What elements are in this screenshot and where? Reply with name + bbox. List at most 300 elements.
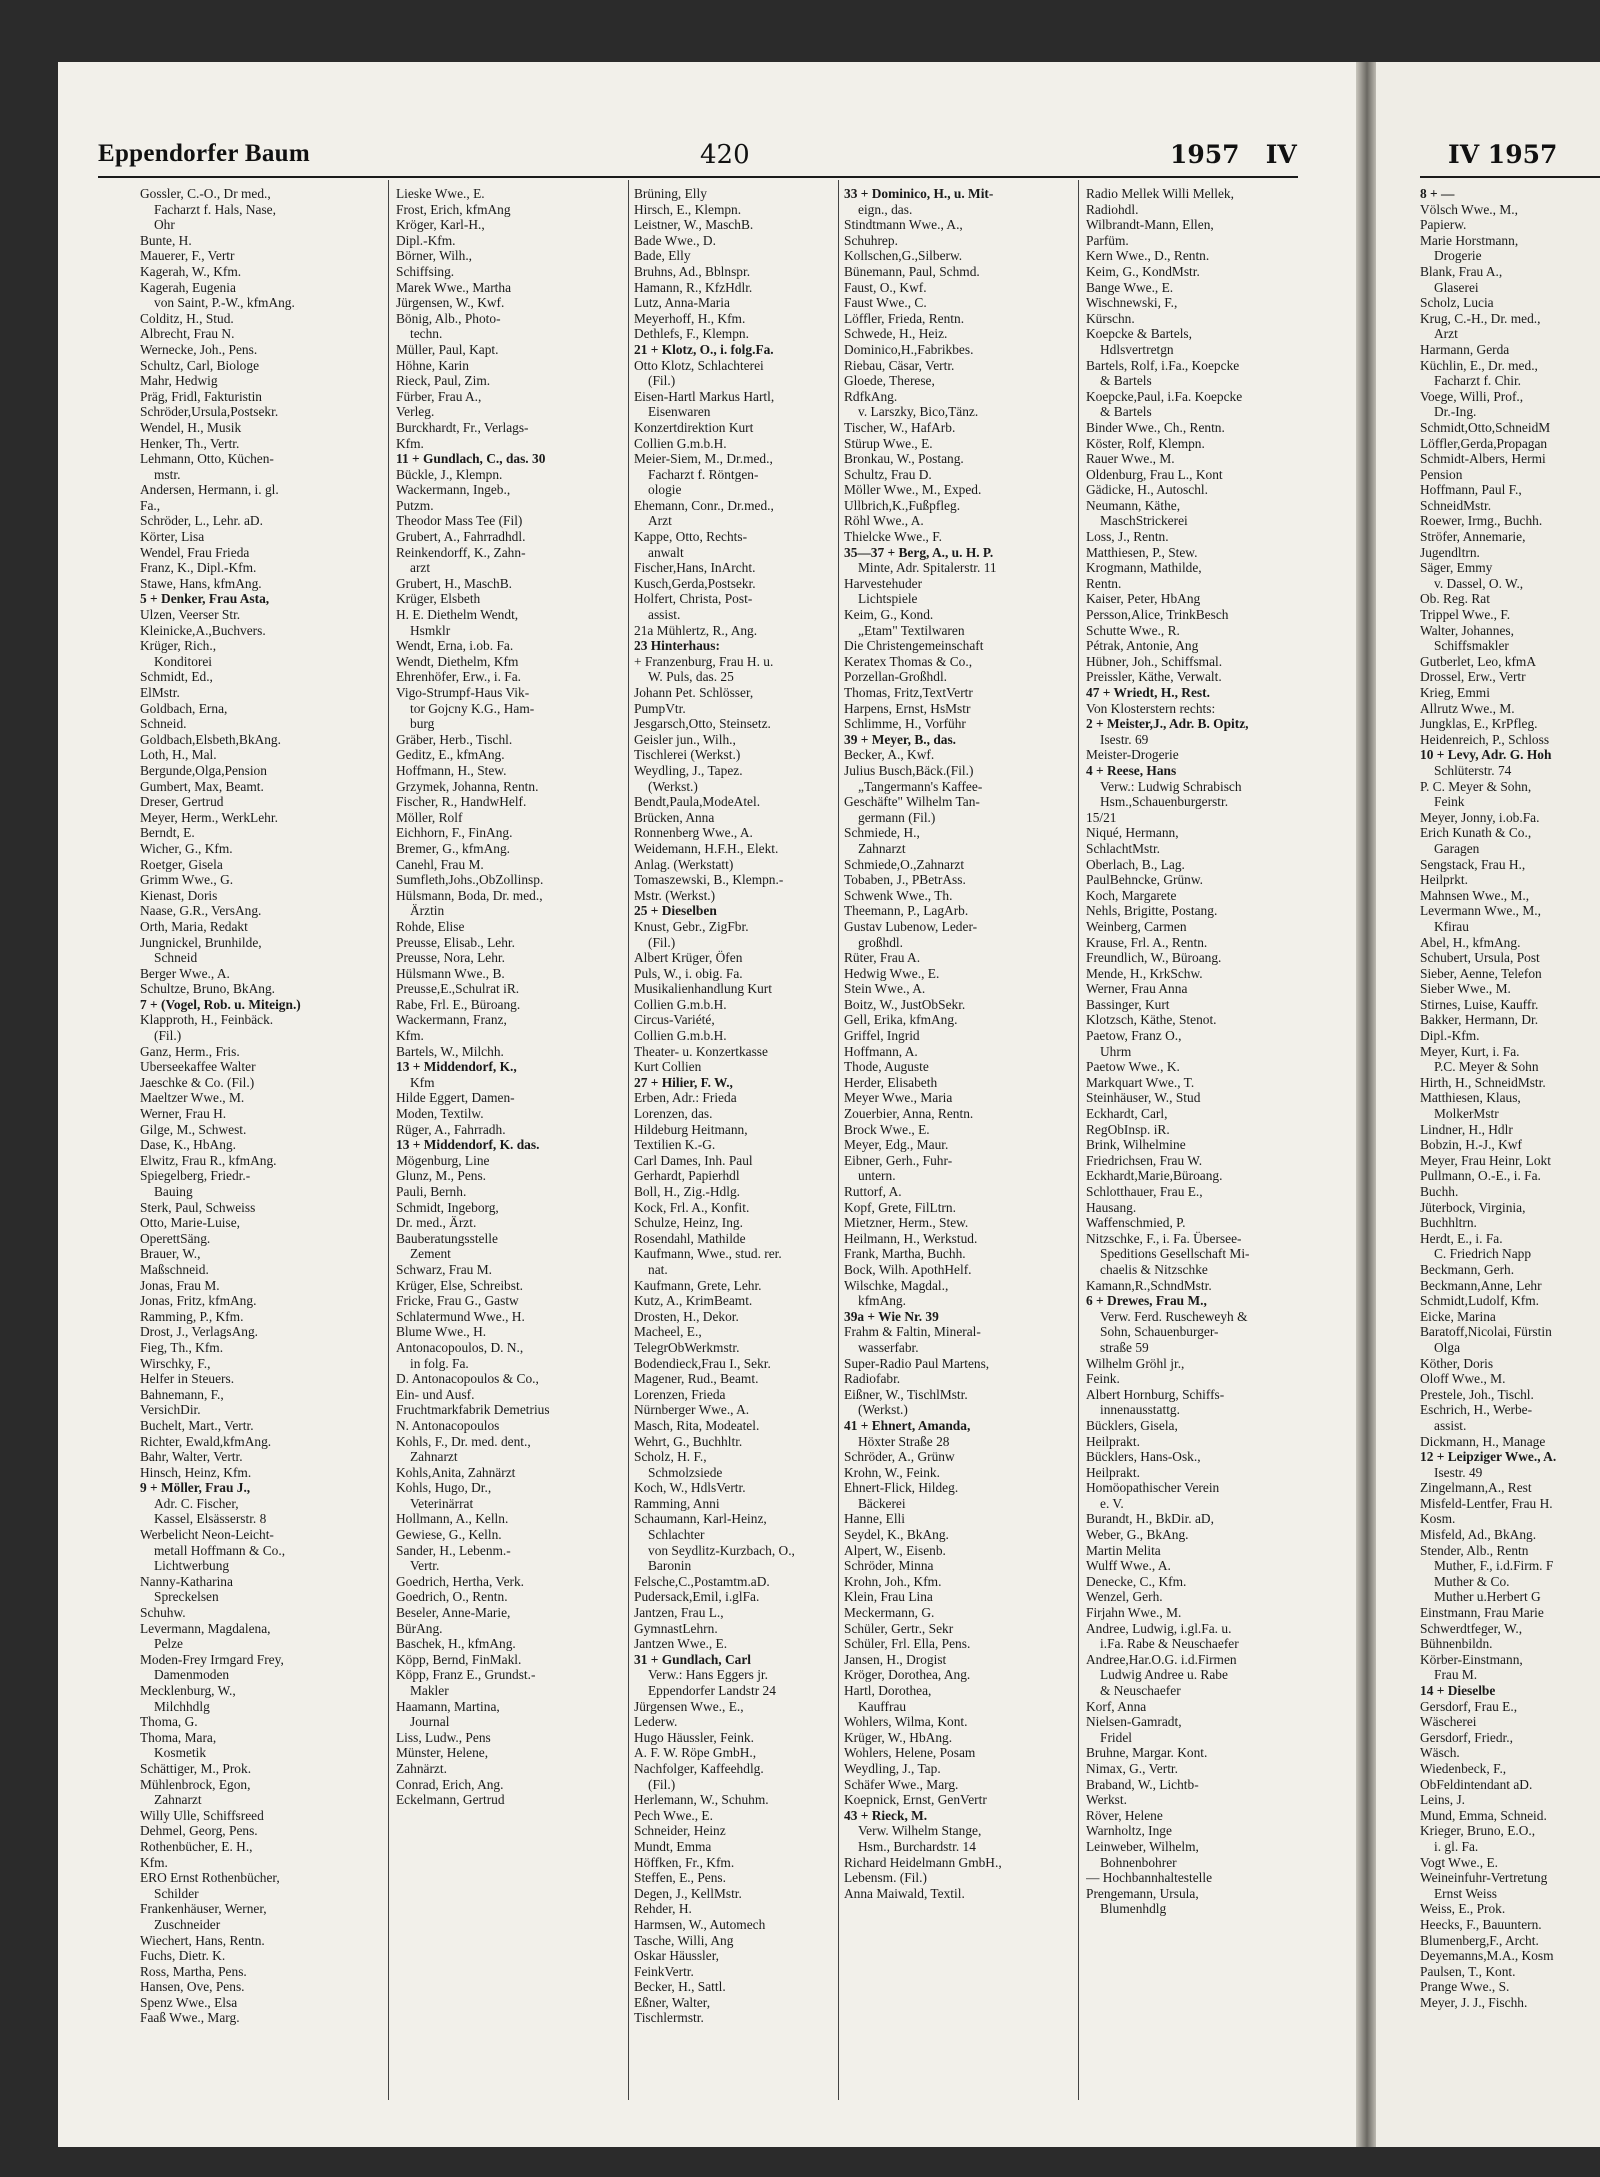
directory-entry: Hamann, R., KfzHdlr. bbox=[634, 279, 753, 295]
directory-entry: Degen, J., KellMstr. bbox=[634, 1885, 742, 1901]
directory-entry: Wehrt, G., Buchhltr. bbox=[634, 1433, 743, 1449]
directory-entry: Blumenberg,F., Archt. bbox=[1420, 1932, 1539, 1948]
directory-entry: Scholz, Lucia bbox=[1420, 295, 1494, 311]
directory-entry: Pension bbox=[1420, 466, 1463, 482]
directory-entry: & Bartels bbox=[1100, 373, 1152, 389]
directory-entry: Kleinicke,A.,Buchvers. bbox=[140, 622, 266, 638]
directory-entry: (Werkst.) bbox=[858, 1402, 908, 1418]
directory-entry: Jürgensen Wwe., E., bbox=[634, 1698, 744, 1714]
directory-entry: Lorenzen, das. bbox=[634, 1106, 713, 1122]
directory-entry: Johann Pet. Schlösser, bbox=[634, 685, 754, 700]
directory-entry: Collien G.m.b.H. bbox=[634, 996, 727, 1012]
directory-entry: Wackermann, Franz, bbox=[396, 1012, 507, 1028]
directory-entry: Höxter Straße 28 bbox=[858, 1433, 950, 1449]
directory-entry: Radio Mellek Willi Mellek, bbox=[1086, 186, 1234, 201]
directory-entry: Hsm.,Schauenburgerstr. bbox=[1100, 794, 1229, 810]
directory-entry: Meier-Siem, M., Dr.med., bbox=[634, 451, 773, 467]
directory-entry: Lindner, H., Hdlr bbox=[1420, 1121, 1513, 1137]
directory-entry: Röhl Wwe., A. bbox=[844, 513, 924, 529]
directory-entry: Müller, Paul, Kapt. bbox=[396, 341, 499, 357]
directory-entry: Ohr bbox=[154, 217, 175, 233]
directory-entry: Radiofabr. bbox=[844, 1371, 901, 1387]
directory-entry: 11 + Gundlach, C., das. 30 bbox=[396, 451, 546, 467]
directory-entry: VersichDir. bbox=[140, 1402, 201, 1418]
directory-entry: Pech Wwe., E. bbox=[634, 1807, 713, 1823]
directory-entry: Eckelmann, Gertrud bbox=[396, 1792, 505, 1808]
directory-entry: Präg, Fridl, Fakturistin bbox=[140, 388, 263, 404]
directory-entry: 23 Hinterhaus: bbox=[634, 638, 720, 654]
directory-entry: e. V. bbox=[1100, 1495, 1124, 1511]
directory-entry: Eisenwaren bbox=[648, 404, 711, 420]
directory-entry: Rehder, H. bbox=[634, 1901, 692, 1917]
directory-entry: Haamann, Martina, bbox=[396, 1698, 500, 1714]
directory-entry: Paetow, Franz O., bbox=[1086, 1028, 1182, 1044]
directory-entry: Klein, Frau Lina bbox=[844, 1589, 933, 1605]
directory-entry: Kohls, F., Dr. med. dent., bbox=[396, 1433, 531, 1449]
directory-entry: Knust, Gebr., ZigFbr. bbox=[634, 918, 749, 934]
directory-entry: Blume Wwe., H. bbox=[396, 1324, 487, 1340]
directory-entry: Krieg, Emmi bbox=[1420, 685, 1490, 700]
directory-entry: Dr.-Ing. bbox=[1434, 404, 1477, 420]
directory-entry: Hausang. bbox=[1086, 1199, 1137, 1215]
directory-entry: Nielsen-Gamradt, bbox=[1086, 1714, 1182, 1730]
directory-entry: Feink bbox=[1434, 794, 1465, 810]
directory-entry: Isestr. 69 bbox=[1100, 731, 1149, 747]
directory-entry: Homöopathischer Verein bbox=[1086, 1480, 1220, 1496]
directory-entry: Verw. Ferd. Ruscheweyh & bbox=[1100, 1308, 1248, 1324]
directory-entry: Verleg. bbox=[396, 404, 435, 420]
directory-entry: Koepcke,Paul, i.Fa. Koepcke bbox=[1086, 388, 1243, 404]
directory-entry: Werner, Frau Anna bbox=[1086, 981, 1188, 997]
directory-entry: Fieg, Th., Kfm. bbox=[140, 1339, 224, 1355]
directory-entry: Olga bbox=[1434, 1339, 1461, 1355]
directory-entry: Fischer,Hans, InArcht. bbox=[634, 560, 756, 576]
directory-entry: v. Dassel, O. W., bbox=[1434, 575, 1524, 591]
directory-entry: Gloede, Therese, bbox=[844, 373, 935, 389]
directory-entry: Korf, Anna bbox=[1086, 1698, 1147, 1714]
directory-entry: Kfm. bbox=[396, 435, 424, 451]
directory-entry: Sohn, Schauenburger- bbox=[1100, 1324, 1219, 1340]
directory-entry: Thoma, Mara, bbox=[140, 1729, 217, 1745]
directory-entry: H. E. Diethelm Wendt, bbox=[396, 607, 519, 623]
directory-entry: Keim, G., Kond. bbox=[844, 607, 934, 623]
directory-entry: Voege, Willi, Prof., bbox=[1420, 388, 1524, 404]
directory-entry: Masch, Rita, Modeatel. bbox=[634, 1417, 760, 1433]
directory-entry: Buchh. bbox=[1420, 1184, 1459, 1199]
directory-entry: Otto, Marie-Luise, bbox=[140, 1215, 241, 1231]
directory-entry: Otto Klotz, Schlachterei bbox=[634, 357, 764, 373]
directory-entry: Textilien K.-G. bbox=[634, 1137, 716, 1153]
street-header: Eppendorfer Baum bbox=[98, 140, 311, 167]
directory-entry: arzt bbox=[410, 560, 431, 576]
directory-entry: Hoffmann, Paul F., bbox=[1420, 482, 1522, 498]
directory-entry: Hinsch, Heinz, Kfm. bbox=[140, 1464, 252, 1480]
directory-entry: Martin Melita bbox=[1086, 1542, 1161, 1558]
directory-entry: Gell, Erika, kfmAng. bbox=[844, 1012, 958, 1028]
directory-entry: Radiohdl. bbox=[1086, 201, 1139, 217]
directory-entry: Kollschen,G.,Silberw. bbox=[844, 248, 963, 264]
directory-entry: Franz, K., Dipl.-Kfm. bbox=[140, 560, 257, 576]
directory-entry: Kauffrau bbox=[858, 1698, 907, 1714]
directory-entry: Zuschneider bbox=[154, 1916, 221, 1932]
directory-entry: Bruhne, Margar. Kont. bbox=[1086, 1745, 1208, 1761]
directory-entry: Löffler, Frieda, Rentn. bbox=[844, 310, 965, 326]
directory-entry: Köster, Rolf, Klempn. bbox=[1086, 435, 1205, 451]
directory-entry: 5 + Denker, Frau Asta, bbox=[140, 591, 270, 607]
directory-entry: Kröger, Karl-H., bbox=[396, 217, 485, 233]
book-spine bbox=[1356, 62, 1378, 2147]
directory-entry: 39a + Wie Nr. 39 bbox=[844, 1308, 939, 1324]
directory-entry: Klapproth, H., Feinbäck. bbox=[140, 1012, 274, 1028]
directory-entry: Heilprakt. bbox=[1086, 1464, 1140, 1480]
directory-entry: Wilbrandt-Mann, Ellen, bbox=[1086, 217, 1214, 233]
directory-entry: Von Klosterstern rechts: bbox=[1086, 700, 1216, 716]
directory-entry: Stirnes, Luise, Kauffr. bbox=[1420, 996, 1539, 1012]
directory-entry: 15/21 bbox=[1086, 809, 1117, 825]
directory-entry: Sieber Wwe., M. bbox=[1420, 981, 1511, 997]
directory-entry: Wicher, G., Kfm. bbox=[140, 840, 233, 856]
directory-entry: Grimm Wwe., G. bbox=[140, 872, 234, 888]
directory-entry: — Hochbannhaltestelle bbox=[1086, 1870, 1213, 1886]
directory-entry: Bartels, Rolf, i.Fa., Koepcke bbox=[1086, 357, 1240, 373]
directory-entry: Bergunde,Olga,Pension bbox=[140, 762, 267, 778]
directory-entry: SchlachtMstr. bbox=[1086, 840, 1161, 856]
directory-entry: PumpVtr. bbox=[634, 700, 686, 716]
directory-entry: 4 + Reese, Hans bbox=[1086, 762, 1177, 778]
directory-entry: Keratex Thomas & Co., bbox=[844, 653, 973, 669]
directory-entry: Goldbach, Erna, bbox=[140, 700, 228, 716]
directory-entry: Muther & Co. bbox=[1434, 1573, 1510, 1589]
directory-entry: Wendt, Erna, i.ob. Fa. bbox=[396, 638, 514, 654]
directory-entry: Tomaszewski, B., Klempn.- bbox=[634, 872, 784, 888]
directory-entry: Kaufmann, Wwe., stud. rer. bbox=[634, 1246, 782, 1262]
directory-entry: Schlüterstr. 74 bbox=[1434, 762, 1512, 778]
directory-entry: Kürschn. bbox=[1086, 310, 1135, 326]
directory-entry: Ein- und Ausf. bbox=[396, 1386, 475, 1402]
directory-entry: Goedrich, Hertha, Verk. bbox=[396, 1573, 525, 1589]
directory-entry: Körter, Lisa bbox=[140, 529, 205, 545]
directory-entry: Trippel Wwe., F. bbox=[1420, 607, 1511, 623]
directory-entry: ElMstr. bbox=[140, 685, 180, 700]
directory-entry: anwalt bbox=[648, 544, 684, 560]
directory-entry: Mundt, Emma bbox=[634, 1838, 712, 1854]
directory-entry: Keim, G., KondMstr. bbox=[1086, 263, 1200, 279]
directory-entry: Ganz, Herm., Fris. bbox=[140, 1043, 240, 1059]
directory-entry: Kock, Frl. A., Konfit. bbox=[634, 1199, 750, 1215]
directory-entry: Rüger, A., Fahrradh. bbox=[396, 1121, 506, 1137]
directory-entry: GymnastLehrn. bbox=[634, 1620, 718, 1636]
directory-entry: (Fil.) bbox=[648, 1776, 676, 1792]
directory-entry: Bade, Elly bbox=[634, 248, 691, 264]
directory-entry: Schuhw. bbox=[140, 1605, 186, 1621]
directory-entry: ERO Ernst Rothenbücher, bbox=[140, 1870, 280, 1886]
directory-entry: Anna Maiwald, Textil. bbox=[844, 1885, 965, 1901]
column-divider bbox=[1078, 180, 1079, 2100]
directory-entry: Richard Heidelmann GmbH., bbox=[844, 1854, 1002, 1870]
directory-entry: Faust, O., Kwf. bbox=[844, 279, 927, 295]
directory-entry: 39 + Meyer, B., das. bbox=[844, 731, 957, 747]
directory-entry: Baratoff,Nicolai, Fürstin bbox=[1420, 1324, 1552, 1340]
directory-entry: Harvestehuder bbox=[844, 575, 923, 591]
directory-entry: Pauli, Bernh. bbox=[396, 1184, 467, 1199]
directory-entry: Freundlich, W., Büroang. bbox=[1086, 950, 1222, 966]
directory-entry: Isestr. 49 bbox=[1434, 1464, 1483, 1480]
directory-entry: v. Larszky, Bico,Tänz. bbox=[858, 404, 979, 420]
directory-entry: Jantzen Wwe., E. bbox=[634, 1636, 728, 1652]
directory-entry: Krüger, W., HbAng. bbox=[844, 1729, 953, 1745]
directory-entry: Loth, H., Mal. bbox=[140, 747, 217, 763]
directory-entry: Ramming, P., Kfm. bbox=[140, 1308, 244, 1324]
directory-entry: Richter, Ewald,kfmAng. bbox=[140, 1433, 272, 1449]
directory-entry: Andree, Ludwig, i.gl.Fa. u. bbox=[1086, 1620, 1232, 1636]
directory-entry: Lichtspiele bbox=[858, 591, 918, 607]
right-header-rule bbox=[1420, 176, 1600, 178]
directory-entry: Schättiger, M., Prok. bbox=[140, 1760, 252, 1776]
year-header bbox=[1170, 140, 1297, 176]
directory-entry: Kfm. bbox=[396, 1028, 424, 1044]
directory-entry: Kern Wwe., D., Rentn. bbox=[1086, 248, 1210, 264]
directory-entry: Wiechert, Hans, Rentn. bbox=[140, 1932, 265, 1948]
directory-entry: OperettSäng. bbox=[140, 1230, 211, 1246]
directory-entry: 31 + Gundlach, Carl bbox=[634, 1651, 752, 1667]
directory-entry: 6 + Drewes, Frau M., bbox=[1086, 1293, 1207, 1309]
directory-entry: Geditz, E., kfmAng. bbox=[396, 747, 505, 763]
directory-entry: Krohn, Joh., Kfm. bbox=[844, 1573, 942, 1589]
directory-entry: 21a Mühlertz, R., Ang. bbox=[634, 622, 758, 638]
directory-entry: Fridel bbox=[1100, 1729, 1132, 1745]
right-page-column bbox=[1420, 186, 1595, 2010]
directory-entry: Erben, Adr.: Frieda bbox=[634, 1090, 737, 1106]
directory-entry: untern. bbox=[858, 1168, 896, 1184]
directory-entry: Meyer, Kurt, i. Fa. bbox=[1420, 1043, 1520, 1059]
directory-entry: Kfm. bbox=[140, 1854, 168, 1870]
directory-entry: Eppendorfer Landstr 24 bbox=[648, 1683, 776, 1698]
directory-entry: Gädicke, H., Autoschl. bbox=[1086, 482, 1208, 498]
directory-entry: Köpp, Franz E., Grundst.- bbox=[396, 1667, 536, 1683]
directory-entry: Persson,Alice, TrinkBesch bbox=[1086, 607, 1229, 623]
directory-entry: Ströfer, Annemarie, bbox=[1420, 529, 1526, 545]
directory-entry: Kohls, Hugo, Dr., bbox=[396, 1480, 492, 1496]
directory-entry: Möller Wwe., M., Exped. bbox=[844, 482, 982, 498]
directory-entry: „Tangermann's Kaffee- bbox=[858, 778, 983, 794]
directory-entry: Zement bbox=[410, 1246, 451, 1262]
directory-entry: Andree,Har.O.G. i.d.Firmen bbox=[1086, 1651, 1237, 1667]
directory-entry: Jungnickel, Brunhilde, bbox=[140, 934, 262, 950]
directory-entry: Liss, Ludw., Pens bbox=[396, 1729, 491, 1745]
directory-entry: Bücklers, Gisela, bbox=[1086, 1417, 1178, 1433]
directory-entry: Krohn, W., Feink. bbox=[844, 1464, 940, 1480]
directory-entry: Schröder, A., Grünw bbox=[844, 1449, 955, 1465]
directory-entry: von Saint, P.-W., kfmAng. bbox=[154, 295, 295, 311]
directory-entry: 21 + Klotz, O., i. folg.Fa. bbox=[634, 341, 774, 357]
directory-entry: Bahnemann, F., bbox=[140, 1386, 224, 1402]
directory-entry: Jüterbock, Virginia, bbox=[1420, 1199, 1526, 1215]
directory-entry: Bendt,Paula,ModeAtel. bbox=[634, 794, 761, 810]
column-divider bbox=[838, 180, 839, 2100]
directory-entry: eign., das. bbox=[858, 201, 913, 217]
directory-entry: Preissler, Käthe, Verwalt. bbox=[1086, 669, 1222, 685]
directory-entry: Kagerah, W., Kfm. bbox=[140, 263, 242, 279]
directory-entry: Bodendieck,Frau I., Sekr. bbox=[634, 1355, 771, 1371]
directory-entry: Theemann, P., LagArb. bbox=[844, 903, 969, 919]
directory-entry: Zahnarzt bbox=[410, 1449, 458, 1465]
directory-entry: Höhne, Karin bbox=[396, 357, 469, 373]
directory-entry: Hoffmann, A. bbox=[844, 1043, 918, 1059]
directory-entry: Nachfolger, Kaffeehdlg. bbox=[634, 1760, 764, 1776]
right-page-header: IV 1957 bbox=[1448, 140, 1558, 169]
directory-entry: 25 + Dieselben bbox=[634, 903, 717, 919]
directory-entry: i.Fa. Rabe & Neuschaefer bbox=[1100, 1636, 1239, 1652]
directory-entry: Jesgarsch,Otto, Steinsetz. bbox=[634, 716, 771, 732]
directory-entry: Gräber, Herb., Tischl. bbox=[396, 731, 513, 747]
directory-entry: Oberlach, B., Lag. bbox=[1086, 856, 1185, 872]
directory-entry: Rohde, Elise bbox=[396, 918, 465, 934]
directory-entry: MolkerMstr bbox=[1434, 1106, 1499, 1122]
directory-entry: Hülsmann Wwe., B. bbox=[396, 965, 505, 981]
directory-entry: Maßschneid. bbox=[140, 1261, 209, 1277]
directory-entry: Moden-Frey Irmgard Frey, bbox=[140, 1651, 284, 1667]
directory-entry: Krause, Frl. A., Rentn. bbox=[1086, 934, 1208, 950]
directory-entry: Berndt, E. bbox=[140, 825, 195, 841]
directory-entry: Mund, Emma, Schneid. bbox=[1420, 1807, 1547, 1823]
directory-entry: 35—37 + Berg, A., u. H. P. bbox=[844, 544, 994, 560]
directory-entry: Speditions Gesellschaft Mi- bbox=[1100, 1246, 1250, 1262]
directory-entry: Feink. bbox=[1086, 1371, 1120, 1387]
directory-entry: Fürber, Frau A., bbox=[396, 388, 482, 404]
directory-entry: Grubert, A., Fahrradhdl. bbox=[396, 529, 526, 545]
directory-entry: Wenzel, Gerh. bbox=[1086, 1589, 1163, 1605]
directory-entry: Lehmann, Otto, Küchen- bbox=[140, 451, 274, 467]
directory-entry: Rüter, Frau A. bbox=[844, 950, 921, 966]
directory-entry: Wilhelm Gröhl jr., bbox=[1086, 1355, 1185, 1371]
directory-entry: 27 + Hilier, F. W., bbox=[634, 1074, 733, 1090]
directory-entry: Roetger, Gisela bbox=[140, 856, 223, 872]
directory-entry: Canehl, Frau M. bbox=[396, 856, 484, 872]
directory-entry: Wäscherei bbox=[1420, 1714, 1477, 1730]
directory-entry: Albert Krüger, Öfen bbox=[634, 950, 743, 966]
directory-entry: Pétrak, Antonie, Ang bbox=[1086, 638, 1199, 654]
page-number: 420 bbox=[700, 140, 750, 170]
directory-entry: Beseler, Anne-Marie, bbox=[396, 1605, 511, 1621]
directory-entry: Harpens, Ernst, HsMstr bbox=[844, 700, 971, 716]
directory-entry: Rabe, Frl. E., Büroang. bbox=[396, 996, 521, 1012]
directory-entry: Eckhardt,Marie,Büroang. bbox=[1086, 1168, 1223, 1184]
directory-entry: Eisen-Hartl Markus Hartl, bbox=[634, 388, 775, 404]
directory-entry: Schneid bbox=[154, 950, 198, 966]
directory-entry: Drosten, H., Dekor. bbox=[634, 1308, 739, 1324]
directory-column-3 bbox=[634, 186, 834, 2026]
directory-entry: Parfüm. bbox=[1086, 232, 1129, 248]
directory-entry: Andersen, Hermann, i. gl. bbox=[140, 482, 279, 498]
directory-entry: Dreser, Gertrud bbox=[140, 794, 224, 810]
directory-entry: Bruhns, Ad., Bblnspr. bbox=[634, 263, 751, 279]
directory-entry: wasserfabr. bbox=[858, 1339, 919, 1355]
directory-entry: Verw. Wilhelm Stange, bbox=[858, 1823, 982, 1839]
directory-entry: Abel, H., kfmAng. bbox=[1420, 934, 1521, 950]
directory-entry: Marie Horstmann, bbox=[1420, 232, 1519, 248]
directory-entry: Meyer, Edg., Maur. bbox=[844, 1137, 949, 1153]
directory-entry: Baschek, H., kfmAng. bbox=[396, 1636, 516, 1652]
directory-entry: i. gl. Fa. bbox=[1434, 1838, 1479, 1854]
directory-entry: Orth, Maria, Redakt bbox=[140, 918, 248, 934]
directory-entry: Tischer, W., HafArb. bbox=[844, 419, 956, 435]
directory-entry: Denecke, C., Kfm. bbox=[1086, 1573, 1187, 1589]
directory-entry: Börner, Wilh., bbox=[396, 248, 473, 264]
directory-entry: Milchhdlg bbox=[154, 1698, 210, 1714]
directory-entry: Spiegelberg, Friedr.- bbox=[140, 1168, 251, 1184]
directory-entry: Facharzt f. Röntgen- bbox=[648, 466, 759, 482]
directory-entry: Antonacopoulos, D. N., bbox=[396, 1339, 524, 1355]
directory-entry: TelegrObWerkmstr. bbox=[634, 1339, 740, 1355]
directory-entry: 33 + Dominico, H., u. Mit- bbox=[844, 186, 994, 201]
directory-entry: W. Puls, das. 25 bbox=[648, 669, 734, 685]
directory-entry: Bakker, Hermann, Dr. bbox=[1420, 1012, 1539, 1028]
directory-entry: Tischlerei (Werkst.) bbox=[634, 747, 741, 763]
directory-entry: von Seydlitz-Kurzbach, O., bbox=[648, 1542, 795, 1558]
directory-entry: metall Hoffmann & Co., bbox=[154, 1542, 286, 1558]
directory-entry: Frahm & Faltin, Mineral- bbox=[844, 1324, 981, 1340]
directory-entry: Burandt, H., BkDir. aD, bbox=[1086, 1511, 1214, 1527]
directory-entry: Konditorei bbox=[154, 653, 213, 669]
directory-entry: P.C. Meyer & Sohn bbox=[1434, 1059, 1539, 1075]
directory-entry: Mauerer, F., Vertr bbox=[140, 248, 235, 264]
directory-entry: Gilge, M., Schwest. bbox=[140, 1121, 247, 1137]
directory-entry: Meckermann, G. bbox=[844, 1605, 935, 1621]
directory-entry: Drogerie bbox=[1434, 248, 1482, 264]
directory-entry: Frank, Martha, Buchh. bbox=[844, 1246, 966, 1262]
directory-entry: Fricke, Frau G., Gastw bbox=[396, 1293, 519, 1309]
directory-entry: A. F. W. Röpe GmbH., bbox=[634, 1745, 757, 1761]
directory-entry: Hartl, Dorothea, bbox=[844, 1683, 932, 1698]
directory-entry: Rauer Wwe., M. bbox=[1086, 451, 1175, 467]
directory-entry: Völsch Wwe., M., bbox=[1420, 201, 1518, 217]
directory-entry: Nitzschke, F., i. Fa. Übersee- bbox=[1086, 1230, 1242, 1246]
directory-entry: Bock, Wilh. ApothHelf. bbox=[844, 1261, 972, 1277]
directory-entry: Stein Wwe., A. bbox=[844, 981, 926, 997]
directory-entry: Weinberg, Carmen bbox=[1086, 918, 1187, 934]
directory-entry: Stürup Wwe., E. bbox=[844, 435, 933, 451]
directory-entry: Ernst Weiss bbox=[1434, 1885, 1498, 1901]
directory-entry: Lutz, Anna-Maria bbox=[634, 295, 730, 311]
directory-entry: Schutte Wwe., R. bbox=[1086, 622, 1180, 638]
directory-entry: Schwerdtfeger, W., bbox=[1420, 1620, 1523, 1636]
directory-entry: Puls, W., i. obig. Fa. bbox=[634, 965, 743, 981]
directory-entry: „Etam" Textilwaren bbox=[858, 622, 965, 638]
directory-entry: Schmidt,Otto,SchneidM bbox=[1420, 419, 1551, 435]
directory-entry: Bassinger, Kurt bbox=[1086, 996, 1170, 1012]
directory-entry: Tasche, Willi, Ang bbox=[634, 1932, 734, 1948]
directory-entry: Fruchtmarkfabrik Demetrius bbox=[396, 1402, 550, 1418]
directory-entry: Goedrich, O., Rentn. bbox=[396, 1589, 508, 1605]
directory-entry: Steffen, E., Pens. bbox=[634, 1870, 726, 1886]
directory-entry: Kurt Collien bbox=[634, 1059, 702, 1075]
directory-entry: Bauberatungsstelle bbox=[396, 1230, 498, 1246]
directory-column-4 bbox=[844, 186, 1074, 1901]
directory-entry: Schröder, L., Lehr. aD. bbox=[140, 513, 263, 529]
directory-entry: Drost, J., VerlagsAng. bbox=[140, 1324, 259, 1340]
directory-entry: Kienast, Doris bbox=[140, 887, 218, 903]
directory-entry: Musikalienhandlung Kurt bbox=[634, 981, 772, 997]
directory-entry: mstr. bbox=[154, 466, 181, 482]
directory-entry: 10 + Levy, Adr. G. Hoh bbox=[1420, 747, 1552, 763]
directory-entry: Schüler, Frl. Ella, Pens. bbox=[844, 1636, 971, 1652]
directory-entry: Pelze bbox=[154, 1636, 183, 1652]
directory-entry: Rosendahl, Mathilde bbox=[634, 1230, 746, 1246]
directory-entry: Ehemann, Conr., Dr.med., bbox=[634, 497, 774, 513]
directory-entry: Drossel, Erw., Vertr bbox=[1420, 669, 1526, 685]
directory-entry: Fa., bbox=[140, 497, 161, 513]
directory-entry: Schuhrep. bbox=[844, 232, 898, 248]
